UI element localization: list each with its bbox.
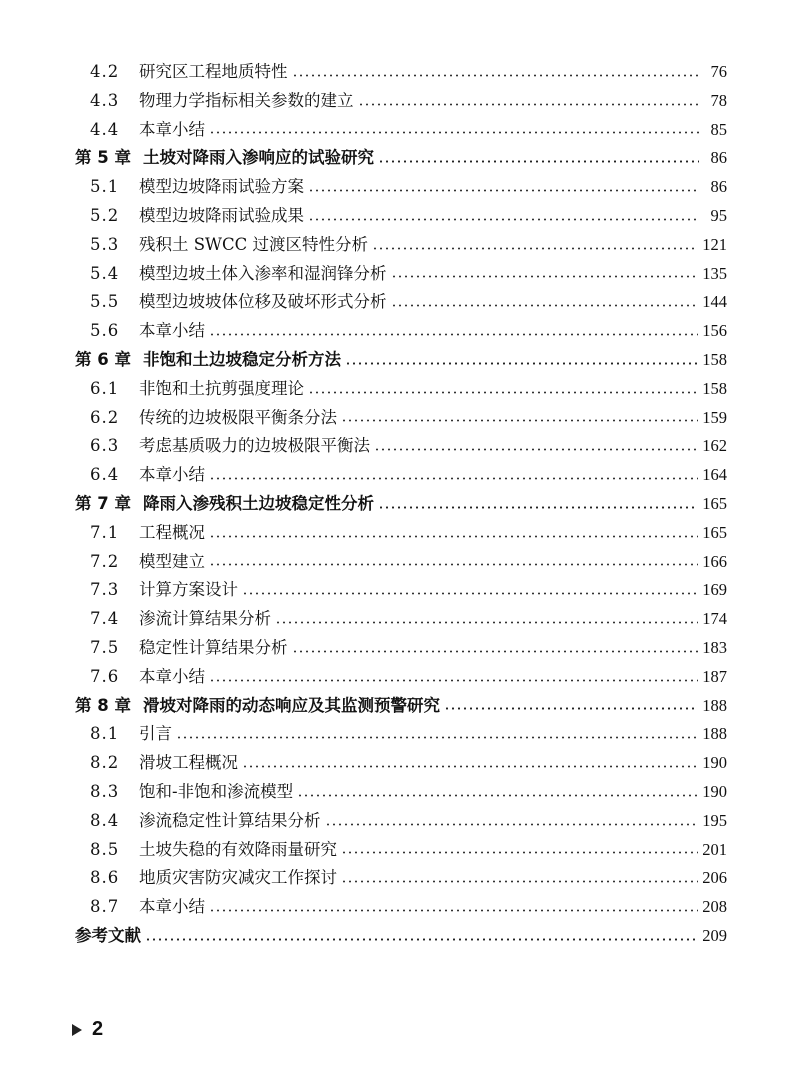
dot-leader bbox=[209, 477, 698, 480]
toc-entry-page: 187 bbox=[702, 666, 727, 686]
toc-entry-page: 188 bbox=[702, 724, 727, 744]
toc-entry-page: 190 bbox=[702, 753, 727, 773]
toc-entry-title: 考虑基质吸力的边坡极限平衡法 bbox=[139, 436, 370, 456]
toc-entry-number: 第 6 章 bbox=[75, 349, 131, 369]
dot-leader bbox=[209, 679, 698, 682]
toc-entry-page: 86 bbox=[710, 148, 727, 168]
toc-entry-number: 第 8 章 bbox=[75, 695, 131, 715]
toc-entry-page: 183 bbox=[702, 637, 727, 657]
toc-entry-number: 5.6 bbox=[90, 321, 120, 341]
dot-leader bbox=[308, 189, 699, 192]
dot-leader bbox=[275, 621, 698, 624]
toc-entry-page: 164 bbox=[702, 465, 727, 485]
toc-entry-title: 本章小结 bbox=[139, 321, 205, 341]
toc-entry-page: 156 bbox=[702, 321, 727, 341]
dot-leader bbox=[145, 938, 698, 941]
dot-leader bbox=[358, 103, 700, 106]
toc-entry-page: 208 bbox=[702, 897, 727, 917]
toc-entry-page: 159 bbox=[702, 407, 727, 427]
toc-references-entry[interactable] bbox=[75, 922, 727, 951]
toc-section-entry[interactable] bbox=[75, 519, 727, 548]
toc-entry-number: 6.2 bbox=[90, 407, 120, 427]
toc-entry-page: 158 bbox=[702, 378, 727, 398]
toc-entry-number: 8.2 bbox=[90, 753, 120, 773]
toc-entry-title: 渗流计算结果分析 bbox=[139, 609, 271, 629]
toc-entry-page: 85 bbox=[710, 119, 727, 139]
dot-leader bbox=[345, 362, 698, 365]
toc-entry-page: 174 bbox=[702, 609, 727, 629]
toc-entry-number: 5.1 bbox=[90, 177, 120, 197]
toc-entry-number: 8.4 bbox=[90, 810, 120, 830]
toc-entry-page: 190 bbox=[702, 781, 727, 801]
toc-entry-number: 第 5 章 bbox=[75, 148, 131, 168]
toc-entry-title: 渗流稳定性计算结果分析 bbox=[139, 810, 321, 830]
toc-section-entry[interactable] bbox=[75, 749, 727, 778]
toc-entry-number: 4.3 bbox=[90, 90, 120, 110]
page-footer bbox=[72, 1018, 103, 1041]
toc-entry-title: 非饱和土抗剪强度理论 bbox=[139, 378, 304, 398]
toc-entry-title: 降雨入渗残积土边坡稳定性分析 bbox=[142, 493, 374, 513]
toc-entry-title: 研究区工程地质特性 bbox=[139, 62, 288, 81]
dot-leader bbox=[372, 247, 698, 250]
toc-section-entry[interactable] bbox=[75, 173, 727, 202]
toc-entry-title: 土坡失稳的有效降雨量研究 bbox=[139, 839, 337, 859]
toc-entry-title: 土坡对降雨入渗响应的试验研究 bbox=[142, 148, 374, 168]
toc-entry-page: 195 bbox=[702, 810, 727, 830]
dot-leader bbox=[391, 275, 699, 278]
toc-section-entry[interactable] bbox=[75, 634, 727, 663]
toc-entry-page: 162 bbox=[702, 436, 727, 456]
toc-section-entry[interactable] bbox=[75, 893, 727, 922]
toc-entry-number: 7.5 bbox=[90, 637, 120, 657]
toc-entry-title: 计算方案设计 bbox=[139, 580, 238, 600]
toc-section-entry[interactable] bbox=[75, 663, 727, 692]
toc-entry-page: 209 bbox=[702, 925, 727, 945]
toc-entry-number: 5.4 bbox=[90, 263, 120, 283]
toc-entry-page: 201 bbox=[702, 839, 727, 859]
toc-entry-title: 残积土 SWCC 过渡区特性分析 bbox=[139, 234, 369, 254]
toc-entry-page: 86 bbox=[710, 177, 727, 197]
toc-entry-number: 5.2 bbox=[90, 205, 120, 225]
toc-section-entry[interactable] bbox=[75, 288, 727, 317]
triangle-right-icon bbox=[72, 1024, 82, 1036]
toc-section-entry[interactable] bbox=[75, 720, 727, 749]
toc-section-entry[interactable] bbox=[75, 836, 727, 865]
toc-entry-title: 本章小结 bbox=[139, 666, 205, 686]
toc-entry-number: 6.1 bbox=[90, 378, 120, 398]
toc-entry-title: 模型边坡降雨试验方案 bbox=[139, 177, 304, 197]
toc-chapter-entry[interactable] bbox=[75, 490, 727, 519]
toc-entry-title: 引言 bbox=[139, 724, 172, 744]
toc-entry-title: 本章小结 bbox=[139, 119, 205, 139]
dot-leader bbox=[297, 794, 698, 797]
page-number: 2 bbox=[92, 1018, 104, 1040]
toc-entry-number: 8.1 bbox=[90, 724, 120, 744]
toc-entry-title: 物理力学指标相关参数的建立 bbox=[139, 90, 354, 110]
dot-leader bbox=[308, 218, 699, 221]
toc-entry-title: 模型边坡土体入渗率和湿润锋分析 bbox=[139, 263, 387, 283]
toc-entry-page: 144 bbox=[702, 292, 727, 312]
toc-entry-number: 5.3 bbox=[90, 234, 120, 254]
toc-entry-title: 模型边坡坡体位移及破坏形式分析 bbox=[139, 292, 387, 312]
dot-leader bbox=[341, 880, 698, 883]
toc-entry-title: 工程概况 bbox=[139, 522, 205, 542]
toc-section-entry[interactable] bbox=[75, 605, 727, 634]
dot-leader bbox=[176, 736, 698, 739]
dot-leader bbox=[209, 333, 698, 336]
toc-entry-title: 传统的边坡极限平衡条分法 bbox=[139, 407, 337, 427]
toc-entry-page: 95 bbox=[710, 205, 727, 225]
toc-entry-title: 非饱和土边坡稳定分析方法 bbox=[142, 349, 341, 369]
dot-leader bbox=[341, 419, 698, 422]
toc-section-entry[interactable] bbox=[75, 807, 727, 836]
dot-leader bbox=[209, 535, 698, 538]
toc-section-entry[interactable] bbox=[75, 375, 727, 404]
dot-leader bbox=[209, 131, 699, 134]
dot-leader bbox=[391, 304, 699, 307]
toc-section-entry[interactable] bbox=[75, 116, 727, 145]
toc-section-entry[interactable] bbox=[75, 864, 727, 893]
toc-entry-number: 8.3 bbox=[90, 781, 120, 801]
dot-leader bbox=[341, 851, 698, 854]
toc-entry-number: 第 7 章 bbox=[75, 493, 131, 513]
dot-leader bbox=[242, 765, 698, 768]
toc-entry-page: 165 bbox=[702, 522, 727, 542]
toc-entry-number: 8.5 bbox=[90, 839, 120, 859]
toc-entry-page: 121 bbox=[702, 234, 727, 254]
toc-entry-page: 135 bbox=[702, 263, 727, 283]
toc-section-entry[interactable] bbox=[75, 317, 727, 346]
toc-entry-number: 7.6 bbox=[90, 666, 120, 686]
toc-entry-number: 7.1 bbox=[90, 522, 120, 542]
toc-section-entry[interactable] bbox=[75, 432, 727, 461]
toc-entry-page: 188 bbox=[702, 695, 727, 715]
toc-section-entry[interactable] bbox=[75, 576, 727, 605]
toc-section-entry[interactable] bbox=[75, 404, 727, 433]
toc-entry-page: 165 bbox=[702, 493, 727, 513]
toc-entry-number: 4.4 bbox=[90, 119, 120, 139]
dot-leader bbox=[378, 506, 698, 509]
toc-entry-number: 5.5 bbox=[90, 292, 120, 312]
toc-entry-number: 8.6 bbox=[90, 868, 120, 888]
dot-leader bbox=[378, 160, 699, 163]
toc-chapter-entry[interactable] bbox=[75, 692, 727, 721]
toc-entry-page: 206 bbox=[702, 868, 727, 888]
toc-entry-title: 滑坡工程概况 bbox=[139, 753, 238, 773]
toc-entry-number: 7.2 bbox=[90, 551, 120, 571]
toc-entry-title: 模型边坡降雨试验成果 bbox=[139, 205, 304, 225]
toc-entry-title: 滑坡对降雨的动态响应及其监测预警研究 bbox=[142, 695, 440, 715]
dot-leader bbox=[444, 707, 698, 710]
toc-entry-page: 76 bbox=[710, 62, 727, 81]
toc-section-entry[interactable] bbox=[75, 778, 727, 807]
toc-entry-page: 158 bbox=[702, 349, 727, 369]
toc-section-entry[interactable] bbox=[75, 202, 727, 231]
toc-entry-page: 166 bbox=[702, 551, 727, 571]
toc-entry-number: 6.4 bbox=[90, 465, 120, 485]
dot-leader bbox=[209, 909, 698, 912]
toc-entry-title: 参考文献 bbox=[75, 925, 141, 945]
toc-section-entry[interactable] bbox=[75, 548, 727, 577]
toc-section-entry[interactable] bbox=[75, 87, 727, 116]
dot-leader bbox=[209, 563, 698, 566]
dot-leader bbox=[292, 74, 700, 77]
toc-entry-title: 饱和-非饱和渗流模型 bbox=[139, 781, 294, 801]
toc-entry-number: 7.4 bbox=[90, 609, 120, 629]
toc-entry-number: 4.2 bbox=[90, 62, 120, 81]
dot-leader bbox=[374, 448, 698, 451]
toc-chapter-entry[interactable] bbox=[75, 144, 727, 173]
toc-section-entry[interactable] bbox=[75, 231, 727, 260]
table-of-contents bbox=[75, 58, 727, 951]
toc-section-entry[interactable] bbox=[75, 260, 727, 289]
toc-section-entry[interactable] bbox=[75, 461, 727, 490]
toc-entry-page: 169 bbox=[702, 580, 727, 600]
toc-entry-page: 78 bbox=[710, 90, 727, 110]
toc-section-entry[interactable] bbox=[75, 58, 727, 87]
toc-entry-title: 地质灾害防灾减灾工作探讨 bbox=[139, 868, 337, 888]
toc-entry-number: 8.7 bbox=[90, 897, 120, 917]
dot-leader bbox=[325, 823, 699, 826]
toc-entry-number: 6.3 bbox=[90, 436, 120, 456]
dot-leader bbox=[242, 592, 698, 595]
toc-entry-title: 本章小结 bbox=[139, 897, 205, 917]
toc-entry-number: 7.3 bbox=[90, 580, 120, 600]
toc-entry-title: 模型建立 bbox=[139, 551, 205, 571]
toc-entry-title: 稳定性计算结果分析 bbox=[139, 637, 288, 657]
dot-leader bbox=[308, 391, 698, 394]
toc-entry-title: 本章小结 bbox=[139, 465, 205, 485]
toc-chapter-entry[interactable] bbox=[75, 346, 727, 375]
dot-leader bbox=[292, 650, 699, 653]
